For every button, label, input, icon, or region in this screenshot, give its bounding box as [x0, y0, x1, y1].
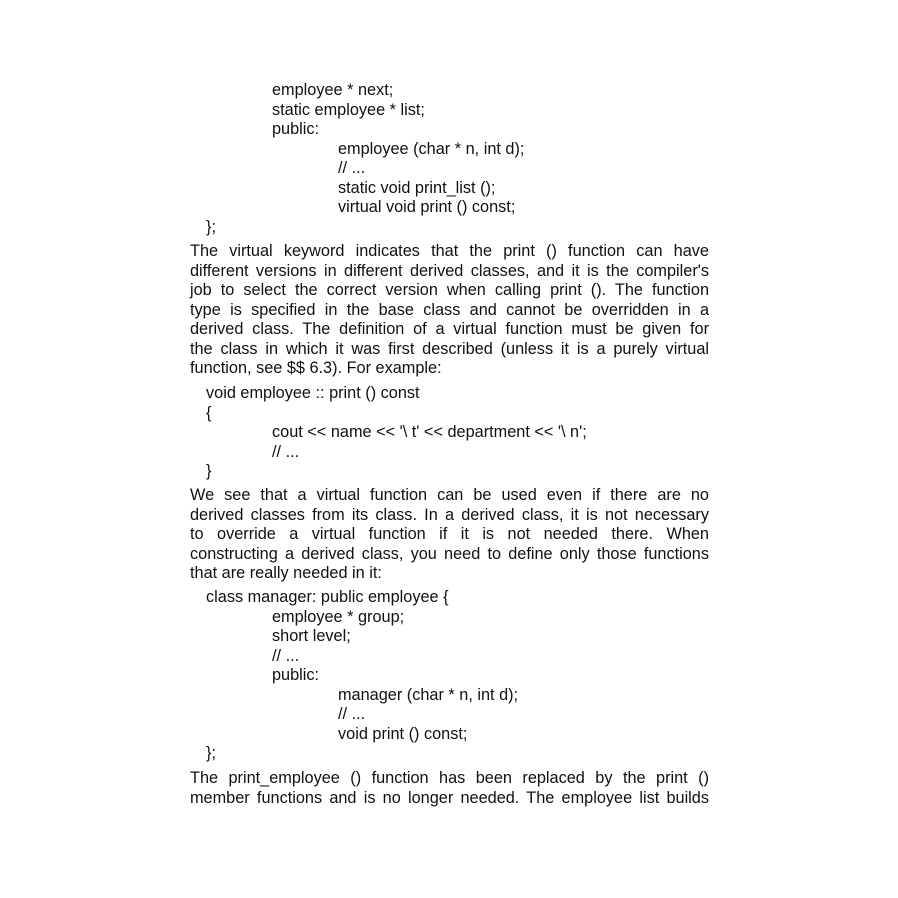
code-line: public:: [272, 120, 320, 138]
code-line: }: [206, 462, 212, 480]
text-line: function, see $$ 6.3). For example:: [190, 359, 442, 377]
text-line: constructing a derived class, you need to define only those functions: [190, 544, 709, 563]
text-line: derived classes from its class. In a derived class, it is not necessary: [190, 505, 709, 524]
code-line: // ...: [338, 159, 366, 177]
code-line: void print () const;: [338, 725, 468, 743]
code-line: };: [206, 218, 216, 236]
text-line: We see that a virtual function can be used even if there are no: [190, 486, 709, 504]
text-line: The print_employee () function has been replaced by the print (): [190, 769, 709, 787]
code-line: employee * group;: [272, 608, 405, 626]
code-line: };: [206, 744, 216, 762]
code-line: class manager: public employee {: [206, 588, 449, 606]
code-line: public:: [272, 666, 320, 684]
text-line: the class in which it was first described (unless it is a purely virtual: [190, 339, 709, 358]
paragraph-print-employee-replaced: [190, 769, 709, 808]
text-line: type is specified in the base class and cannot be overridden in a: [190, 300, 709, 319]
paragraph-virtual-usage: [190, 486, 709, 584]
code-line: // ...: [338, 705, 366, 723]
code-line: static employee * list;: [272, 101, 425, 119]
text-line: that are really needed in it:: [190, 564, 382, 582]
text-line: member functions and is no longer needed. The employee list builds: [190, 788, 709, 807]
code-line: employee (char * n, int d);: [338, 140, 525, 158]
paragraph-virtual-keyword: [190, 242, 709, 379]
text-line: to override a virtual function if it is not needed there. When: [190, 525, 709, 543]
code-line: static void print_list ();: [338, 179, 496, 197]
code-line: manager (char * n, int d);: [338, 686, 519, 704]
code-line: void employee :: print () const: [206, 384, 420, 402]
code-line: // ...: [272, 647, 300, 665]
code-line: employee * next;: [272, 81, 394, 99]
text-line: The virtual keyword indicates that the print () function can have: [190, 242, 709, 260]
text-line: different versions in different derived classes, and it is the compiler's: [190, 261, 709, 280]
text-line: derived class. The definition of a virtual function must be given for: [190, 320, 709, 338]
code-line: {: [206, 404, 212, 422]
code-line: cout << name << '\ t' << department << '\ n';: [272, 423, 587, 441]
text-line: job to select the correct version when calling print (). The function: [190, 281, 709, 299]
code-line: // ...: [272, 443, 300, 461]
code-line: short level;: [272, 627, 351, 645]
code-line: virtual void print () const;: [338, 198, 516, 216]
